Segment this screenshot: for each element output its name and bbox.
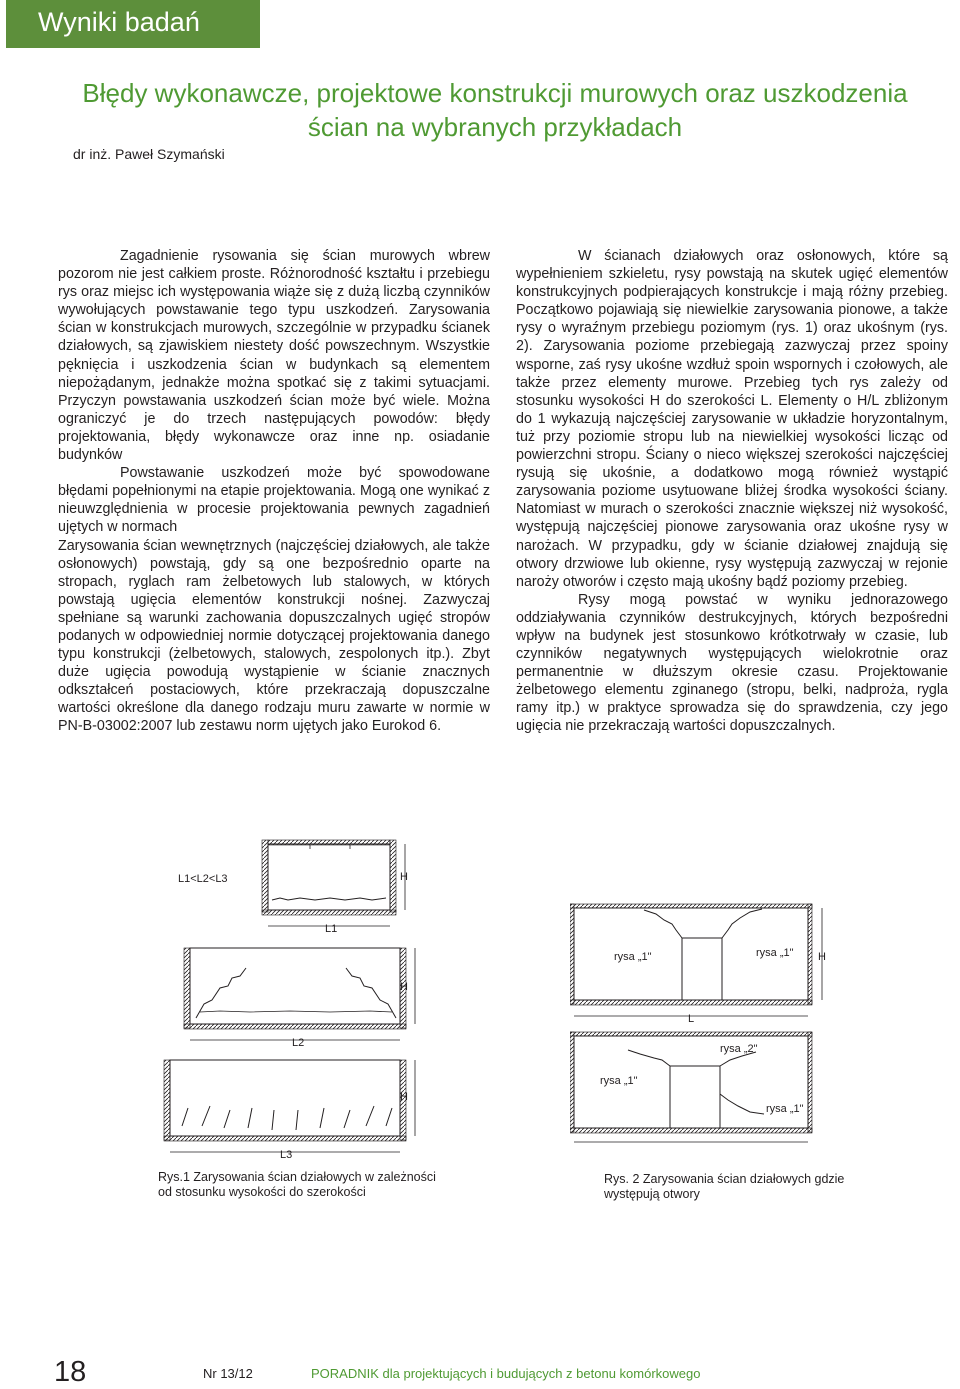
title-line-1: Błędy wykonawcze, projektowe konstrukcji murowych oraz uszkodzenia — [82, 78, 908, 108]
publication-title: PORADNIK dla projektujących i budujących z betonu komórkowego — [311, 1366, 701, 1381]
ratio-label: L1<L2<L3 — [178, 873, 228, 885]
wall-with-door — [570, 904, 826, 1025]
figure-2-drawing — [570, 898, 840, 1146]
paragraph: Rysy mogą powstać w wyniku jednorazowego oddziaływania czynników destrukcyjnych, których bezpośredni wpływ na budynek jest stosunkowo krótkotrwały w czasie, lub czynników negatywnych występujących wielokrotnie oraz permanentnie w dłuższym okresie czasu. Projektowanie żelbetowego elementu zginanego (stropu, belki, nadproża, rygla ramy itp.) w praktyce sprowadza się do sprawdzenia, czy jego ugięcia nie przekraczają wartości dopuszczalnych. — [516, 591, 948, 735]
left-column — [58, 247, 490, 736]
label-l1: L1 — [325, 923, 338, 935]
title-line-2: ścian na wybranych przykładach — [307, 112, 683, 142]
wall-3 — [164, 1060, 415, 1161]
label-h: H — [400, 1091, 408, 1103]
label-l3: L3 — [280, 1149, 293, 1161]
paragraph: Powstawanie uszkodzeń może być spowodowane błędami popełnionymi na etapie projektowania. Mogą one wynikać z nieuwzględnienia w procesie projektowania pewnych zagadnień ujętych w normach — [58, 465, 490, 536]
article-title — [30, 76, 960, 144]
label-rysa-1-left: rysa „1" — [600, 1075, 638, 1087]
figure-2 — [570, 898, 840, 1146]
label-l2: L2 — [292, 1037, 305, 1049]
section-tab: Wyniki badań — [6, 0, 260, 48]
author: dr inż. Paweł Szymański — [73, 146, 225, 162]
figure-1-caption: Rys.1 Zarysowania ścian działowych w zależności od stosunku wysokości do szerokości — [158, 1170, 436, 1199]
issue-number: Nr 13/12 — [203, 1366, 253, 1381]
label-h: H — [400, 981, 408, 993]
wall-1 — [262, 840, 408, 935]
figure-2-caption: Rys. 2 Zarysowania ścian działowych gdzie występują otwory — [604, 1172, 845, 1201]
label-h: H — [818, 951, 826, 963]
right-column — [516, 247, 948, 736]
figure-1-drawing — [160, 838, 450, 1164]
label-rysa-1-left: rysa „1" — [614, 951, 652, 963]
label-rysa-2: rysa „2" — [720, 1043, 758, 1055]
paragraph: W ścianach działowych oraz osłonowych, które są wypełnieniem szkieletu, rysy powstają na skutek ugięć elementów konstrukcyjnych podpierających konstrukcje i mają różny przebieg. Początkowo pojawiają się niewielkie zarysowania pionowe, a także rysy o wyraźnym przebiegu poziomym (rys. 1) oraz ukośnym (rys. 2). Zarysowania poziome przebiegają zazwyczaj przez spoiny wsporne, zaś rysy ukośne wzdłuż spoin wspornych i czołowych, ale także przez elementy murowe. Przebieg tych rys zależy od stosunku wysokości H do szerokości L. Elementy o H/L zbliżonym do 1 wykazują najczęściej zarysowanie w układzie horyzontalnym, tuż przy poziomie stropu lub na niewielkiej wysokości licząc od powierzchni stropu. Ściany o nieco większej szerokości najczęściej rysują się ukośnie, a dodatkowo mogą również wystąpić zarysowania poziome usytuowane bliżej środka wysokości ściany. Natomiast w murach o szerokości znacznie większej niż wysokość, występują najczęściej pionowe zarysowania oraz ukośne rysy w narożach. W przypadku, gdy w ścianie działowej znajdują się otwory drzwiowe lub okienne, rysy występują zazwyczaj w rejonie naroży otworów i często mają ukośny bądź poziomy przebieg. — [516, 248, 948, 590]
label-rysa-1-right: rysa „1" — [766, 1103, 804, 1115]
label-rysa-1-right: rysa „1" — [756, 947, 794, 959]
wall-with-window — [570, 1032, 812, 1142]
page-number: 18 — [54, 1356, 87, 1388]
wall-2 — [184, 948, 415, 1049]
paragraph: Zarysowania ścian wewnętrznych (najczęściej działowych, ale także osłonowych) powstają, gdy są one bezpośrednio oparte na stropach, ryglach ram żelbetowych lub stalowych, w których powstają ugięcia elementów konstrukcji nośnej. Zazwyczaj spełniane są warunki zachowania dopuszczalnych ugięć stropów podanych w odpowiedniej normie dotyczącej projektowania danego typu konstrukcji (żelbetowych, stalowych, zespolonych itp.). Zbyt duże ugięcia powodują wystąpienie w ścianie znacznych odkształceń postaciowych, które przekraczają dopuszczalne wartości określone dla danego rodzaju muru zawarte w normie w PN-B-03002:2007 lub zestawu norm ujętych jako Eurokod 6. — [58, 537, 490, 735]
paragraph: Zagadnienie rysowania się ścian murowych wbrew pozorom nie jest całkiem proste. Różnorodność kształtu i przebiegu rys oraz miejsc ich występowania wiąże się z dużą liczbą czynników wywołujących powstawanie tego typu uszkodzeń. Zarysowania ścian w konstrukcjach murowych, szczególnie w przypadku ścianek działowych, są zjawiskiem niestety dość powszechnym. Wszystkie pęknięcia i uszkodzenia ścian w budynkach są elementem niepożądanym, jednakże można spotkać się z takimi sytuacjami. Przyczyn powstawania uszkodzeń ścian może być wiele. Można ograniczyć je do trzech następujących powodów: błędy projektowania, błędy wykonawcze oraz inne np. osiadanie budynków — [58, 248, 490, 464]
label-h: H — [400, 871, 408, 883]
figure-1 — [160, 838, 450, 1164]
label-l: L — [688, 1013, 695, 1025]
